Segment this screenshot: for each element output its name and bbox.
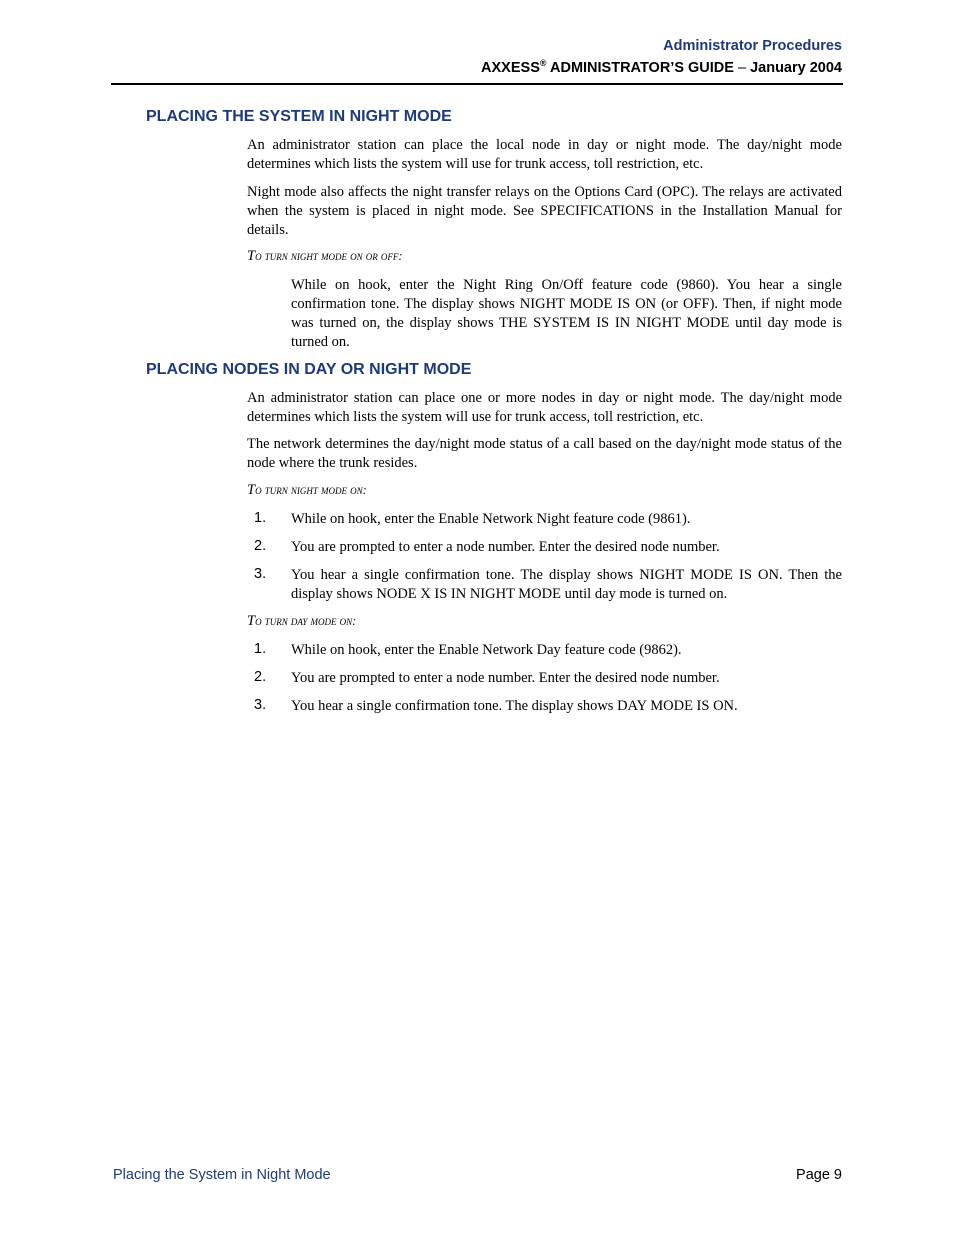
section1-paragraph-2: Night mode also affects the night transfer relays on the Options Card (OPC). The relays are activated when the system is placed in night mode. See SPECIFICATIONS in the Installation Manual for details. xyxy=(247,184,842,238)
procedure-heading-night-on-off: To turn night mode on or off: xyxy=(247,248,403,264)
header-guide-title xyxy=(481,60,842,76)
guide-dash: – xyxy=(737,60,747,76)
list-item: You are prompted to enter a node number. Enter the desired node number. xyxy=(291,539,720,555)
step-number: 2. xyxy=(254,669,267,685)
list-item: You are prompted to enter a node number. Enter the desired node number. xyxy=(291,670,720,686)
step-number: 1. xyxy=(254,510,267,526)
guide-brand: AXXESS xyxy=(481,60,540,76)
procedure-heading-night-on: To turn night mode on: xyxy=(247,482,367,498)
footer-section-name: Placing the System in Night Mode xyxy=(113,1167,331,1183)
header-section-title: Administrator Procedures xyxy=(663,38,842,54)
footer-page-number: Page 9 xyxy=(796,1167,842,1183)
section-heading-night-mode: PLACING THE SYSTEM IN NIGHT MODE xyxy=(146,108,452,125)
section-heading-nodes-day-night: PLACING NODES IN DAY OR NIGHT MODE xyxy=(146,361,472,378)
section1-paragraph-1: An administrator station can place the local node in day or night mode. The day/night mode determines which lists the system will use for trunk access, toll restriction, etc. xyxy=(247,137,842,172)
procedure-step-night-on-off: While on hook, enter the Night Ring On/Off feature code (9860). You hear a single confirmation tone. The display shows NIGHT MODE IS ON (or OFF). Then, if night mode was turned on, the display shows THE SYSTEM IS IN NIGHT MODE until day mode is turned on. xyxy=(291,277,842,350)
list-item: You hear a single confirmation tone. The display shows DAY MODE IS ON. xyxy=(291,698,738,714)
section2-paragraph-1: An administrator station can place one or more nodes in day or night mode. The day/night mode determines which lists the system will use for trunk access, toll restriction, etc. xyxy=(247,390,842,425)
step-number: 3. xyxy=(254,697,267,713)
section2-paragraph-2: The network determines the day/night mode status of a call based on the day/night mode status of the node where the trunk resides. xyxy=(247,436,842,471)
header-rule xyxy=(111,83,843,85)
step-number: 2. xyxy=(254,538,267,554)
registered-mark: ® xyxy=(539,58,547,69)
guide-date: January 2004 xyxy=(746,60,842,76)
guide-title: ADMINISTRATOR’S GUIDE xyxy=(546,60,738,76)
list-item: While on hook, enter the Enable Network Day feature code (9862). xyxy=(291,642,682,658)
step-number: 1. xyxy=(254,641,267,657)
step-number: 3. xyxy=(254,566,267,582)
procedure-heading-day-on: To turn day mode on: xyxy=(247,613,357,629)
list-item: You hear a single confirmation tone. The display shows NIGHT MODE IS ON. Then the display shows NODE X IS IN NIGHT MODE until day mode is turned on. xyxy=(291,567,842,602)
list-item: While on hook, enter the Enable Network Night feature code (9861). xyxy=(291,511,691,527)
